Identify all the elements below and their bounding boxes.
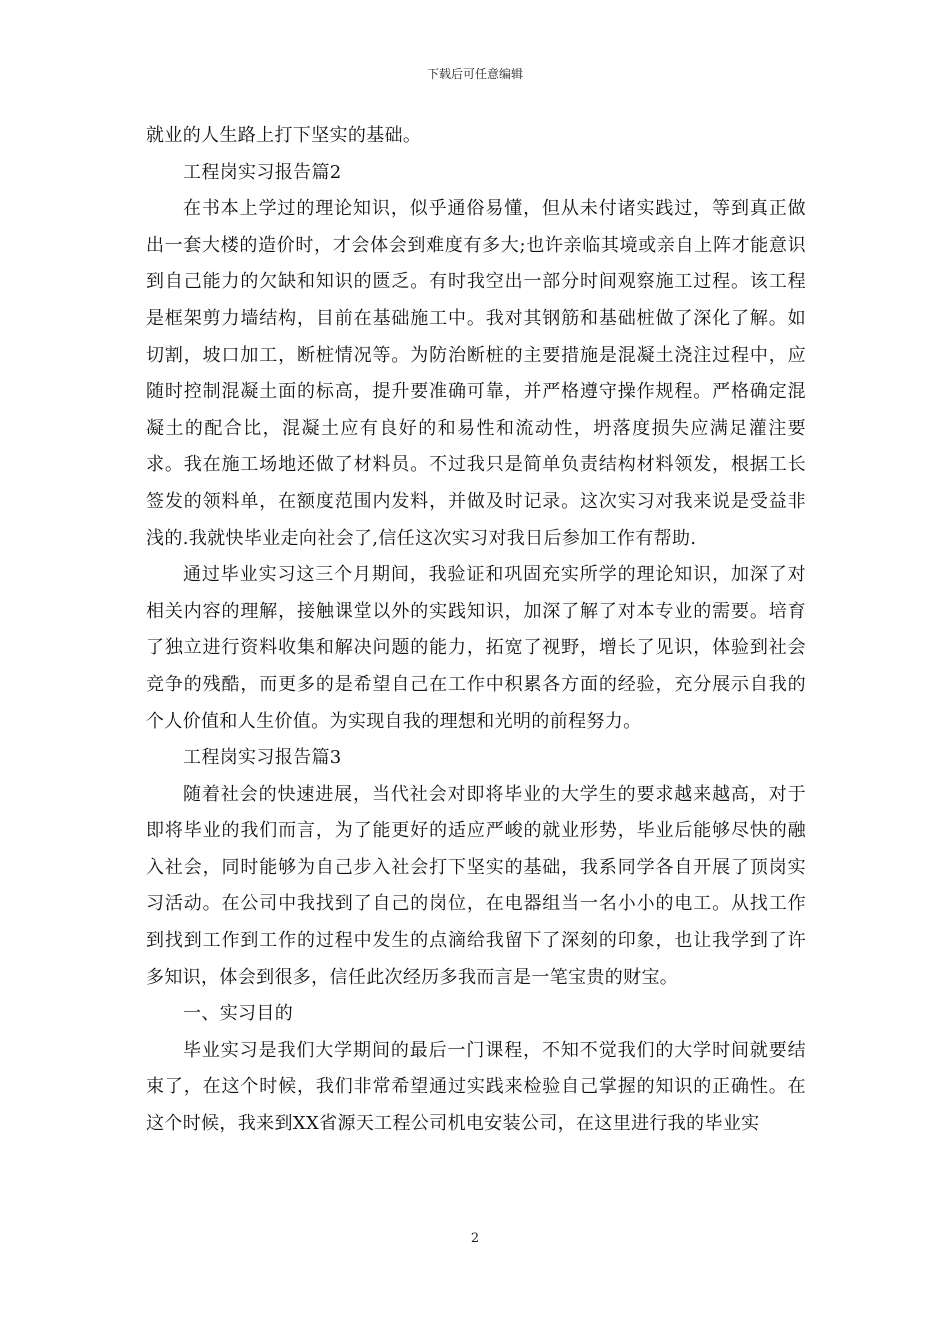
document-body <box>146 118 806 1143</box>
section-heading: 工程岗实习报告篇3 <box>183 747 342 769</box>
paragraph: 毕业实习是我们大学期间的最后一门课程，不知不觉我们的大学时间就要结束了，在这个时候，我们非常希望通过实践来检验自己掌握的知识的正确性。在这个时候，我来到XX省源天工程公司机电安装公司，在这里进行我的毕业实 <box>146 1039 806 1135</box>
paragraph: 随着社会的快速进展，当代社会对即将毕业的大学生的要求越来越高，对于即将毕业的我们而言，为了能更好的适应严峻的就业形势，毕业后能够尽快的融入社会，同时能够为自己步入社会打下坚实的基础，我系同学各自开展了顶岗实习活动。在公司中我找到了自己的岗位，在电器组当一名小小的电工。从找工作到找到工作到工作的过程中发生的点滴给我留下了深刻的印象，也让我学到了许多知识，体会到很多，信任此次经历多我而言是一笔宝贵的财宝。 <box>146 783 806 988</box>
page-number: 2 <box>470 1231 480 1246</box>
paragraph: 通过毕业实习这三个月期间，我验证和巩固充实所学的理论知识，加深了对相关内容的理解，接触课堂以外的实践知识，加深了解了对本专业的需要。培育了独立进行资料收集和解决问题的能力，拓宽了视野，增长了见识，体验到社会竞争的残酷，而更多的是希望自己在工作中积累各方面的经验，充分展示自我的个人价值和人生价值。为实现自我的理想和光明的前程努力。 <box>146 564 806 732</box>
paragraph: 就业的人生路上打下坚实的基础。 <box>146 125 422 146</box>
subsection-heading: 一、实习目的 <box>183 1003 294 1025</box>
section-heading: 工程岗实习报告篇2 <box>183 161 342 183</box>
paragraph: 在书本上学过的理论知识，似乎通俗易懂，但从未付诸实践过，等到真正做出一套大楼的造价时，才会体会到难度有多大;也许亲临其境或亲自上阵才能意识到自己能力的欠缺和知识的匮乏。有时我空出一部分时间观察施工过程。该工程是框架剪力墙结构，目前在基础施工中。我对其钢筋和基础桩做了深化了解。如切割，坡口加工，断桩情况等。为防治断桩的主要措施是混凝土浇注过程中，应随时控制混凝土面的标高，提升要准确可靠，并严格遵守操作规程。严格确定混凝土的配合比，混凝土应有良好的和易性和流动性，坍落度损失应满足灌注要求。我在施工场地还做了材料员。不过我只是简单负责结构材料领发，根据工长签发的领料单，在额度范围内发料，并做及时记录。这次实习对我来说是受益非浅的.我就快毕业走向社会了,信任这次实习对我日后参加工作有帮助. <box>146 198 806 549</box>
page-header: 下载后可任意编辑 <box>426 67 523 81</box>
